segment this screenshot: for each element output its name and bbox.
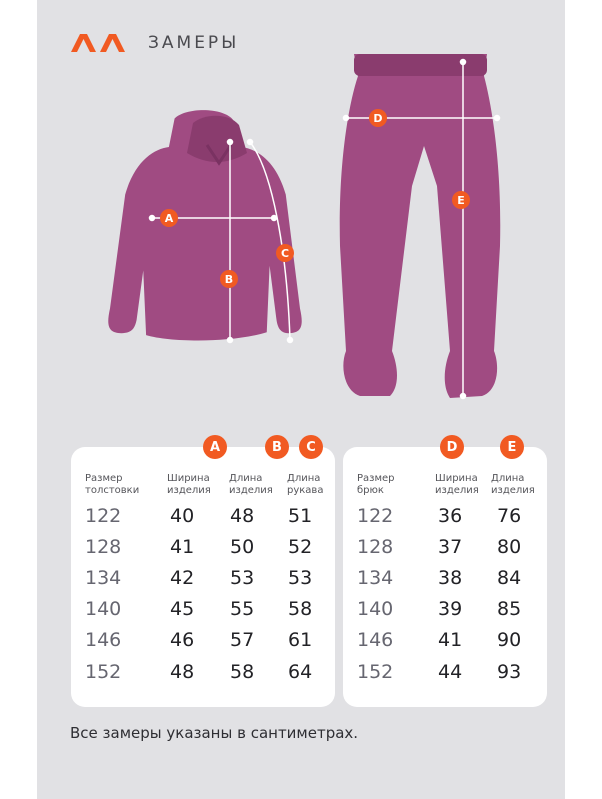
table-cell: 44 bbox=[438, 661, 463, 683]
table-cell: 76 bbox=[497, 505, 522, 527]
table-cell: 57 bbox=[230, 629, 255, 651]
table-cell: 41 bbox=[170, 536, 195, 558]
table-cell: 61 bbox=[288, 629, 313, 651]
column-header-length: Длина изделия bbox=[229, 473, 273, 496]
table-cell: 84 bbox=[497, 567, 522, 589]
table-cell: 122 bbox=[85, 505, 122, 527]
page-title: ЗАМЕРЫ bbox=[148, 33, 240, 53]
column-marker-a: A bbox=[203, 435, 227, 459]
marker-e: E bbox=[452, 191, 470, 209]
table-cell: 80 bbox=[497, 536, 522, 558]
table-cell: 146 bbox=[85, 629, 122, 651]
table-cell: 50 bbox=[230, 536, 255, 558]
column-header-width: Ширина изделия bbox=[167, 473, 211, 496]
column-header-width: Ширина изделия bbox=[435, 473, 479, 496]
table-cell: 146 bbox=[357, 629, 394, 651]
table-cell: 40 bbox=[170, 505, 195, 527]
table-cell: 58 bbox=[288, 598, 313, 620]
size-chart-card bbox=[37, 0, 565, 799]
pants-size-table bbox=[343, 439, 547, 707]
table-cell: 53 bbox=[230, 567, 255, 589]
table-cell: 48 bbox=[230, 505, 255, 527]
column-header-size: Размер брюк bbox=[357, 473, 395, 496]
table-cell: 36 bbox=[438, 505, 463, 527]
column-marker-d: D bbox=[440, 435, 464, 459]
table-cell: 152 bbox=[85, 661, 122, 683]
measurement-lines bbox=[37, 0, 565, 420]
table-cell: 41 bbox=[438, 629, 463, 651]
table-cell: 58 bbox=[230, 661, 255, 683]
table-cell: 45 bbox=[170, 598, 195, 620]
table-cell: 46 bbox=[170, 629, 195, 651]
hoodie-size-table bbox=[71, 439, 335, 707]
table-cell: 128 bbox=[357, 536, 394, 558]
marker-c: C bbox=[276, 244, 294, 262]
table-cell: 128 bbox=[85, 536, 122, 558]
table-cell: 140 bbox=[85, 598, 122, 620]
table-cell: 140 bbox=[357, 598, 394, 620]
table-cell: 38 bbox=[438, 567, 463, 589]
table-cell: 55 bbox=[230, 598, 255, 620]
table-cell: 122 bbox=[357, 505, 394, 527]
marker-a: A bbox=[160, 209, 178, 227]
table-cell: 53 bbox=[288, 567, 313, 589]
column-marker-b: B bbox=[265, 435, 289, 459]
column-marker-e: E bbox=[500, 435, 524, 459]
table-cell: 37 bbox=[438, 536, 463, 558]
table-cell: 134 bbox=[85, 567, 122, 589]
column-marker-c: C bbox=[299, 435, 323, 459]
table-cell: 85 bbox=[497, 598, 522, 620]
table-cell: 52 bbox=[288, 536, 313, 558]
table-cell: 152 bbox=[357, 661, 394, 683]
units-footnote: Все замеры указаны в сантиметрах. bbox=[70, 724, 359, 742]
table-cell: 64 bbox=[288, 661, 313, 683]
table-cell: 48 bbox=[170, 661, 195, 683]
column-header-sleeve: Длина рукава bbox=[287, 473, 324, 496]
marker-b: B bbox=[220, 270, 238, 288]
table-cell: 93 bbox=[497, 661, 522, 683]
table-cell: 90 bbox=[497, 629, 522, 651]
column-header-size: Размер толстовки bbox=[85, 473, 140, 496]
table-cell: 39 bbox=[438, 598, 463, 620]
table-cell: 51 bbox=[288, 505, 313, 527]
marker-d: D bbox=[369, 109, 387, 127]
table-cell: 42 bbox=[170, 567, 195, 589]
table-cell: 134 bbox=[357, 567, 394, 589]
column-header-length: Длина изделия bbox=[491, 473, 535, 496]
